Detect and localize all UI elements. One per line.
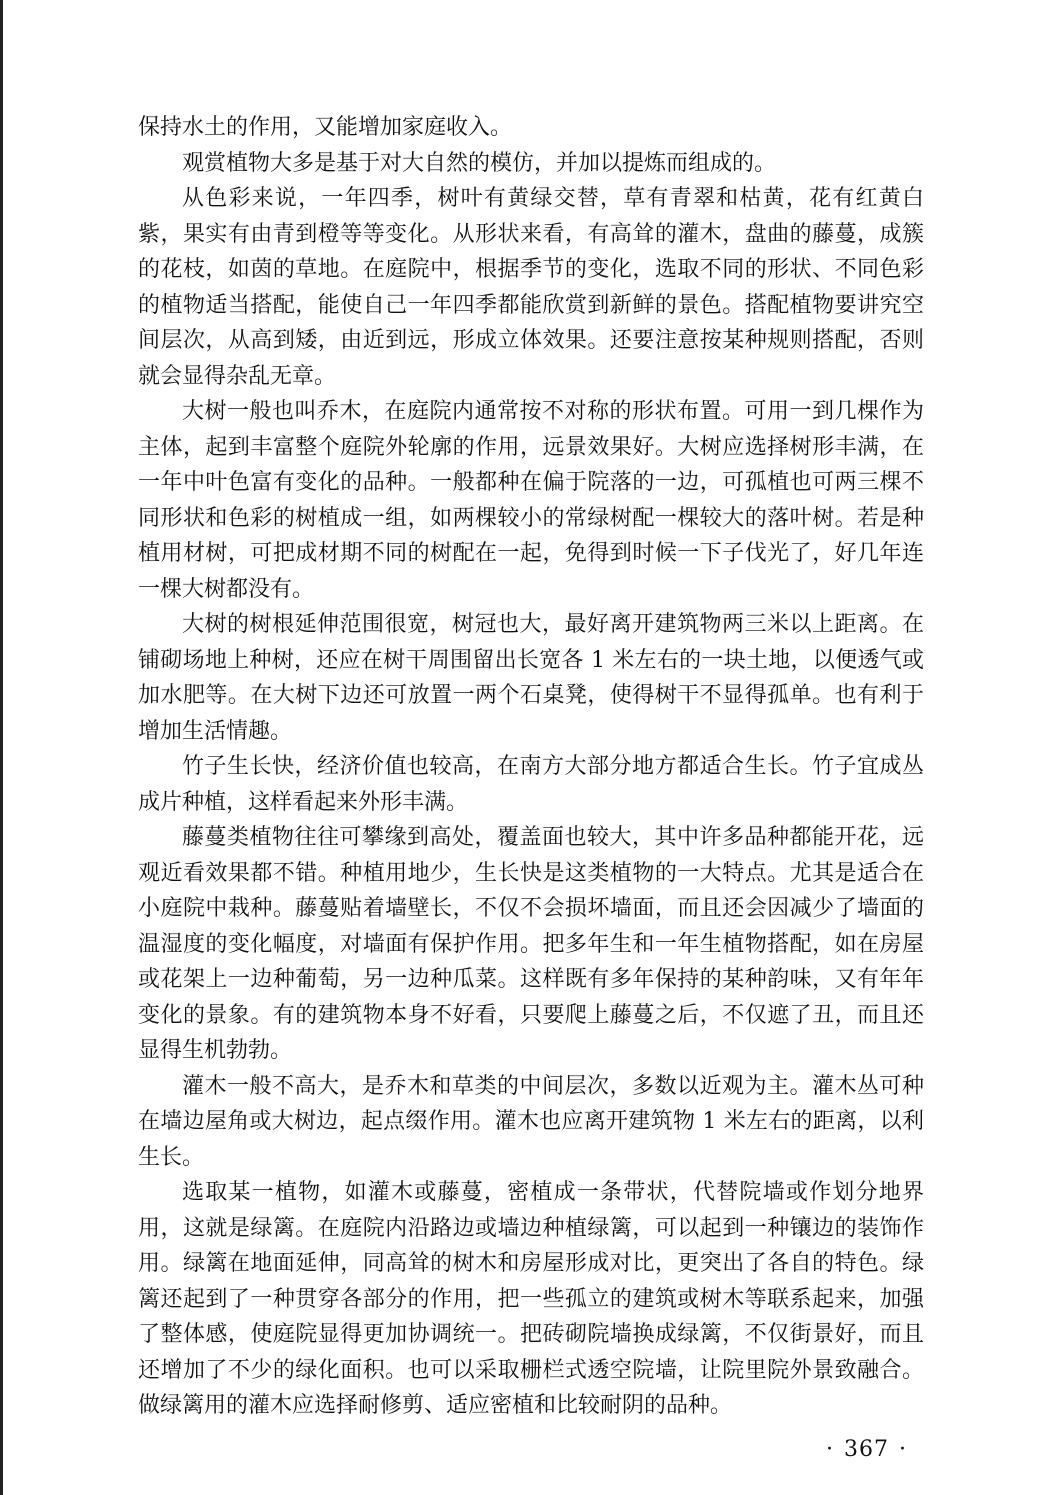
paragraph: 藤蔓类植物往往可攀缘到高处，覆盖面也较大，其中许多品种都能开花，远观近看效果都不错。种植用地少，生长快是这类植物的一大特点。尤其是适合在小庭院中栽种。藤蔓贴着墙壁长，不仅不会损坏墙面，而且还会因减少了墙面的温湿度的变化幅度，对墙面有保护作用。把多年生和一年生植物搭配，如在房屋或花架上一边种葡萄，另一边种瓜菜。这样既有多年保持的某种韵味，又有年年变化的景象。有的建筑物本身不好看，只要爬上藤蔓之后，不仅遮了丑，而且还显得生机勃勃。 [138,825,924,1063]
paragraph: 灌木一般不高大，是乔木和草类的中间层次，多数以近观为主。灌木丛可种在墙边屋角或大树边，起点缀作用。灌木也应离开建筑物 1 米左右的距离，以利生长。 [138,1073,924,1170]
paragraph: 大树的树根延伸范围很宽，树冠也大，最好离开建筑物两三米以上距离。在铺砌场地上种树，还应在树干周围留出长宽各 1 米左右的一块土地，以便透气或加水肥等。在大树下边还可放置一两个石桌凳，使得树干不显得孤单。也有利于增加生活情趣。 [138,612,924,744]
paragraph: 大树一般也叫乔木，在庭院内通常按不对称的形状布置。可用一到几棵作为主体，起到丰富整个庭院外轮廓的作用，远景效果好。大树应选择树形丰满，在一年中叶色富有变化的品种。一般都种在偏于院落的一边，可孤植也可两三棵不同形状和色彩的树植成一组，如两棵较小的常绿树配一棵较大的落叶树。若是种植用材树，可把成材期不同的树配在一起，免得到时候一下子伐光了，好几年连一棵大树都没有。 [138,399,924,602]
page-number [816,1437,917,1462]
page-number-dot-left: · [826,1437,834,1462]
paragraph-continuation: 保持水土的作用，又能增加家庭收入。 [138,115,513,140]
paragraph: 观赏植物大多是基于对大自然的模仿，并加以提炼而组成的。 [182,150,777,176]
page-edge-border [0,0,3,1495]
page-number-value: 367 [844,1437,889,1462]
paragraph: 竹子生长快，经济价值也较高，在南方大部分地方都适合生长。竹子宜成丛成片种植，这样看起来外形丰满。 [138,754,924,815]
page-number-dot-right: · [899,1437,907,1462]
body-text [138,110,924,1424]
paragraph: 选取某一植物，如灌木或藤蔓，密植成一条带状，代替院墙或作划分地界用，这就是绿篱。在庭院内沿路边或墙边种植绿篱，可以起到一种镶边的装饰作用。绿篱在地面延伸，同高耸的树木和房屋形成对比，更突出了各自的特色。绿篱还起到了一种贯穿各部分的作用，把一些孤立的建筑或树木等联系起来，加强了整体感，使庭院显得更加协调统一。把砖砌院墙换成绿篱，不仅街景好，而且还增加了不少的绿化面积。也可以采取栅栏式透空院墙，让院里院外景致融合。做绿篱用的灌木应选择耐修剪、适应密植和比较耐阴的品种。 [138,1180,924,1418]
paragraph: 从色彩来说，一年四季，树叶有黄绿交替，草有青翠和枯黄，花有红黄白紫，果实有由青到橙等等变化。从形状来看，有高耸的灌木，盘曲的藤蔓，成簇的花枝，如茵的草地。在庭院中，根据季节的变化，选取不同的形状、不同色彩的植物适当搭配，能使自己一年四季都能欣赏到新鲜的景色。搭配植物要讲究空间层次，从高到矮，由近到远，形成立体效果。还要注意按某种规则搭配，否则就会显得杂乱无章。 [138,186,924,389]
